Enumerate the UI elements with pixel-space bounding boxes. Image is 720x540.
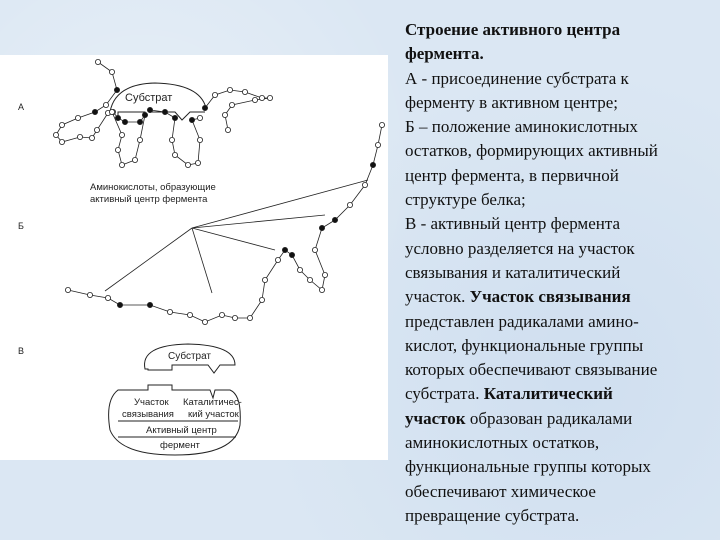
amino-acid-residue xyxy=(197,137,202,142)
enzyme-active-center-diagram xyxy=(0,55,388,460)
amino-acid-residue xyxy=(247,315,252,320)
substrate-label-a: Субстрат xyxy=(125,92,173,104)
text-segment: образован радикалами xyxy=(465,408,633,428)
peptide-chain xyxy=(68,125,382,322)
active-residue xyxy=(319,225,324,230)
text-line xyxy=(405,480,715,504)
active-center-label-2: фермент xyxy=(160,440,200,451)
text-line xyxy=(405,139,715,163)
active-residue xyxy=(332,217,337,222)
text-line xyxy=(405,334,715,358)
amino-acid-residue xyxy=(132,157,137,162)
figure-panel xyxy=(0,55,388,460)
amino-acid-residue xyxy=(95,59,100,64)
text-segment: аминокислотных остатков, xyxy=(405,433,600,453)
amino-acid-residue xyxy=(109,69,114,74)
text-line xyxy=(405,115,715,139)
catalytic-site-label-1: Каталитичес- xyxy=(183,397,242,408)
text-segment: субстрата. xyxy=(405,384,484,404)
substrate-label-v: Субстрат xyxy=(168,351,212,362)
amino-acid-residue xyxy=(227,87,232,92)
text-line xyxy=(405,212,715,236)
text-segment: Б – положение аминокислотных xyxy=(405,117,638,137)
amino-acid-residue xyxy=(242,89,247,94)
amino-acid-residue xyxy=(167,309,172,314)
amino-acid-residue xyxy=(262,277,267,282)
amino-acid-residue xyxy=(59,122,64,127)
peptide-chain xyxy=(56,62,117,142)
bold-term: Каталитический xyxy=(483,384,613,404)
text-segment: ферменту в активном центре; xyxy=(405,92,618,112)
bold-term: Строение активного центра xyxy=(405,20,621,39)
active-residue xyxy=(115,115,120,120)
pointer-line xyxy=(105,228,192,291)
active-residue xyxy=(137,119,142,124)
active-residue xyxy=(122,119,127,124)
text-line xyxy=(405,67,715,91)
text-line xyxy=(405,91,715,115)
text-segment: обеспечивают химическое xyxy=(405,481,596,501)
text-line xyxy=(405,358,715,382)
amino-acid-residue xyxy=(202,319,207,324)
active-residue xyxy=(147,107,152,112)
amino-acid-residue xyxy=(219,312,224,317)
active-residue xyxy=(162,109,167,114)
caption-line-2: активный центр фермента xyxy=(90,194,208,205)
active-center-label-1: Активный центр xyxy=(146,425,217,436)
pointer-line xyxy=(192,215,325,228)
amino-acid-residue xyxy=(59,139,64,144)
active-residue xyxy=(147,302,152,307)
text-segment: участок. xyxy=(405,287,470,307)
bold-term: фермента. xyxy=(405,44,484,64)
active-residue xyxy=(282,247,287,252)
amino-acid-residue xyxy=(252,97,257,102)
amino-acid-residue xyxy=(362,182,367,187)
amino-acid-residue xyxy=(169,137,174,142)
amino-acid-residue xyxy=(212,92,217,97)
active-residue xyxy=(172,115,177,120)
text-line xyxy=(405,188,715,212)
amino-acid-residue xyxy=(297,267,302,272)
text-line xyxy=(405,164,715,188)
active-residue xyxy=(92,109,97,114)
text-line xyxy=(405,382,715,406)
text-line xyxy=(405,42,715,66)
amino-acid-residue xyxy=(105,295,110,300)
amino-acid-residue xyxy=(229,102,234,107)
text-segment: которых обеспечивают связывание xyxy=(405,360,658,380)
amino-acid-residue xyxy=(185,162,190,167)
amino-acid-residue xyxy=(115,147,120,152)
amino-acid-residue xyxy=(232,315,237,320)
bold-term: участок xyxy=(405,408,466,428)
amino-acid-residue xyxy=(137,137,142,142)
active-residue xyxy=(202,105,207,110)
pointer-line xyxy=(192,228,212,293)
amino-acid-residue xyxy=(75,115,80,120)
text-line xyxy=(405,407,715,431)
active-residue xyxy=(189,117,194,122)
text-segment: А - присоединение субстрата к xyxy=(405,68,629,88)
text-segment: структуре белка; xyxy=(405,190,526,210)
active-residue xyxy=(117,302,122,307)
text-segment: центр фермента, в первичной xyxy=(405,165,619,185)
text-segment: представлен радикалами амино- xyxy=(405,311,639,331)
amino-acid-residue xyxy=(172,152,177,157)
binding-site-label-2: связывания xyxy=(122,409,174,420)
text-segment: связывания и каталитический xyxy=(405,262,621,282)
amino-acid-residue xyxy=(267,95,272,100)
amino-acid-residue xyxy=(103,102,108,107)
amino-acid-residue xyxy=(195,160,200,165)
amino-acid-residue xyxy=(65,287,70,292)
amino-acid-residue xyxy=(119,162,124,167)
amino-acid-residue xyxy=(87,292,92,297)
active-residue xyxy=(370,162,375,167)
text-segment: В - активный центр фермента xyxy=(405,214,621,234)
text-line xyxy=(405,431,715,455)
text-line xyxy=(405,310,715,334)
description-text xyxy=(405,18,715,528)
amino-acid-residue xyxy=(89,135,94,140)
text-line xyxy=(405,504,715,528)
bold-term: Участок связывания xyxy=(469,287,631,307)
text-segment: остатков, формирующих активный xyxy=(405,141,658,161)
text-line xyxy=(405,285,715,309)
amino-acid-residue xyxy=(225,127,230,132)
amino-acid-residue xyxy=(77,134,82,139)
text-line xyxy=(405,261,715,285)
amino-acid-residue xyxy=(347,202,352,207)
amino-acid-residue xyxy=(312,247,317,252)
amino-acid-residue xyxy=(275,257,280,262)
caption-line-1: Аминокислоты, образующие xyxy=(90,182,216,193)
amino-acid-residue xyxy=(119,132,124,137)
text-segment: функциональные группы которых xyxy=(405,457,651,477)
catalytic-site-label-2: кий участок xyxy=(188,409,239,420)
text-line xyxy=(405,237,715,261)
label-a: А xyxy=(18,102,25,112)
text-segment: условно разделяется на участок xyxy=(405,238,635,258)
active-residue xyxy=(114,87,119,92)
amino-acid-residue xyxy=(222,112,227,117)
text-segment: превращение субстрата. xyxy=(405,505,580,525)
text-line xyxy=(405,18,715,42)
label-b: Б xyxy=(18,221,24,231)
amino-acid-residue xyxy=(322,272,327,277)
binding-site-label-1: Участок xyxy=(134,397,169,408)
amino-acid-residue xyxy=(187,312,192,317)
pointer-line xyxy=(192,180,368,228)
active-residue xyxy=(142,112,147,117)
amino-acid-residue xyxy=(109,109,114,114)
amino-acid-residue xyxy=(375,142,380,147)
amino-acid-residue xyxy=(197,115,202,120)
amino-acid-residue xyxy=(307,277,312,282)
amino-acid-residue xyxy=(94,127,99,132)
amino-acid-residue xyxy=(53,132,58,137)
amino-acid-residue xyxy=(259,297,264,302)
amino-acid-residue xyxy=(319,287,324,292)
text-line xyxy=(405,455,715,479)
amino-acid-residue xyxy=(379,122,384,127)
pointer-line xyxy=(192,228,275,250)
text-segment: кислот, функциональные группы xyxy=(405,335,644,355)
active-residue xyxy=(289,252,294,257)
amino-acid-residue xyxy=(259,95,264,100)
label-v: В xyxy=(18,346,25,356)
